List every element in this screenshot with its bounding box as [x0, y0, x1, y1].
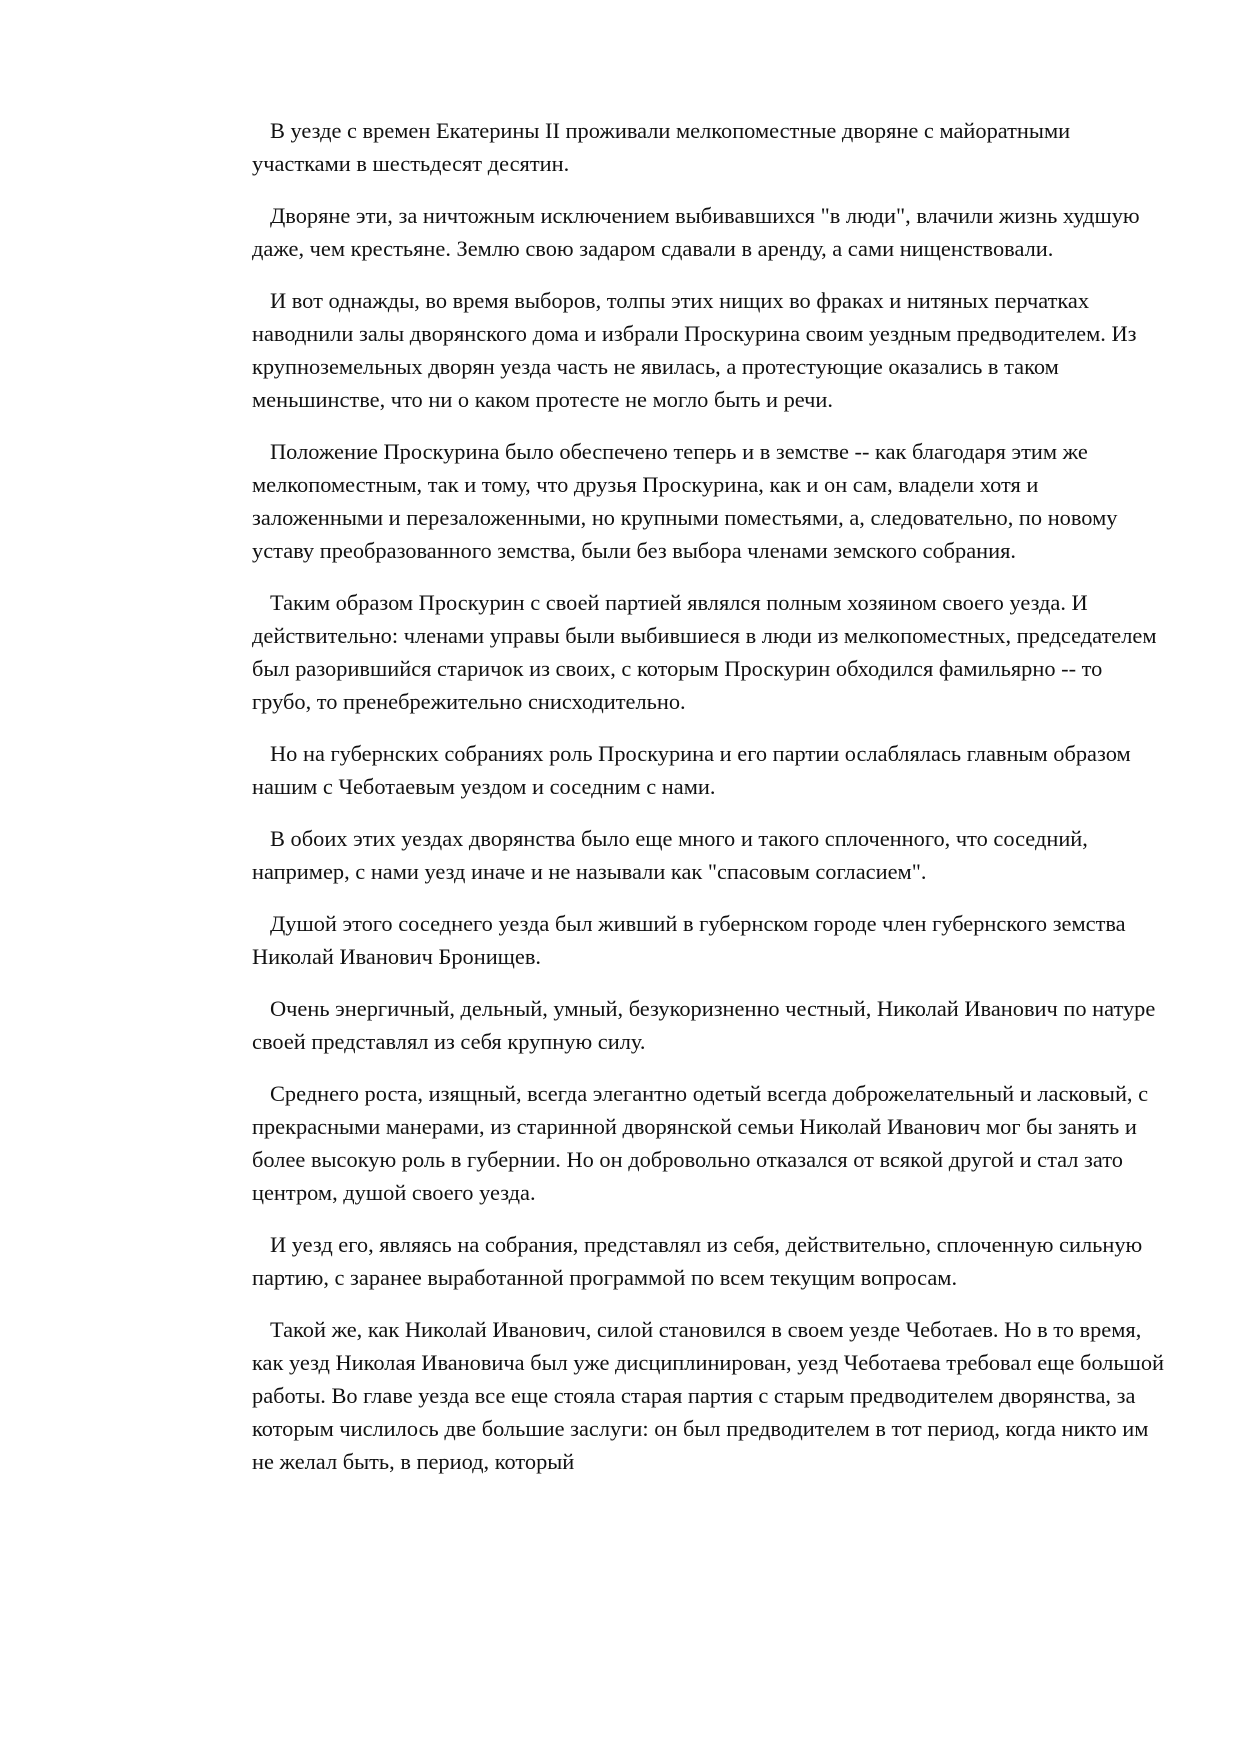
paragraph-1: В уезде с времен Екатерины II проживали мелкопоместные дворяне с майоратными участками в шестьдесят десятин. — [252, 118, 1071, 176]
paragraph-9: Очень энергичный, дельный, умный, безукоризненно честный, Николай Иванович по натуре своей представлял из себя крупную силу. — [252, 996, 1156, 1054]
paragraph-10: Среднего роста, изящный, всегда элегантно одетый всегда доброжелательный и ласковый, с прекрасными манерами, из старинной дворянской семьи Николай Иванович мог бы занять и более высокую роль в губернии. Но он добровольно отказался от всякой другой и стал зато центром, душой своего уезда. — [252, 1081, 1149, 1205]
paragraph-5: Таким образом Проскурин с своей партией являлся полным хозяином своего уезда. И действительно: членами управы были выбившиеся в люди из мелкопоместных, председателем был разорившийся старичок из своих, с которым Проскурин обходился фамильярно -- то грубо, то пренебрежительно снисходительно. — [252, 590, 1157, 714]
paragraph-4: Положение Проскурина было обеспечено теперь и в земстве -- как благодаря этим же мелкопоместным, так и тому, что друзья Проскурина, как и он сам, владели хотя и заложенными и перезаложенными, но крупными поместьями, а, следовательно, по новому уставу преобразованного земства, были без выбора членами земского собрания. — [252, 439, 1118, 563]
paragraph-2: Дворяне эти, за ничтожным исключением выбивавшихся "в люди", влачили жизнь худшую даже, чем крестьяне. Землю свою задаром сдавали в аренду, а сами нищенствовали. — [252, 203, 1140, 261]
paragraph-6: Но на губернских собраниях роль Проскурина и его партии ослаблялась главным образом нашим с Чеботаевым уездом и соседним с нами. — [252, 741, 1131, 799]
paragraph-12: Такой же, как Николай Иванович, силой становился в своем уезде Чеботаев. Но в то время, как уезд Николая Ивановича был уже дисциплинирован, уезд Чеботаева требовал еще большой работы. Во главе уезда все еще стояла старая партия с старым предводителем дворянства, за которым числилось две большие заслуги: он был предводителем в тот период, когда никто им не желал быть, в период, который — [252, 1317, 1165, 1474]
paragraph-3: И вот однажды, во время выборов, толпы этих нищих во фраках и нитяных перчатках наводнили залы дворянского дома и избрали Проскурина своим уездным предводителем. Из крупноземельных дворян уезда часть не явилась, а протестующие оказались в таком меньшинстве, что ни о каком протесте не могло быть и речи. — [252, 288, 1137, 412]
paragraph-8: Душой этого соседнего уезда был живший в губернском городе член губернского земства Николай Иванович Бронищев. — [252, 911, 1126, 969]
paragraph-7: В обоих этих уездах дворянства было еще много и такого сплоченного, что соседний, например, с нами уезд иначе и не называли как "спасовым согласием". — [252, 826, 1088, 884]
paragraph-11: И уезд его, являясь на собрания, представлял из себя, действительно, сплоченную сильную партию, с заранее выработанной программой по всем текущим вопросам. — [252, 1232, 1143, 1290]
document-page — [252, 114, 1167, 1497]
